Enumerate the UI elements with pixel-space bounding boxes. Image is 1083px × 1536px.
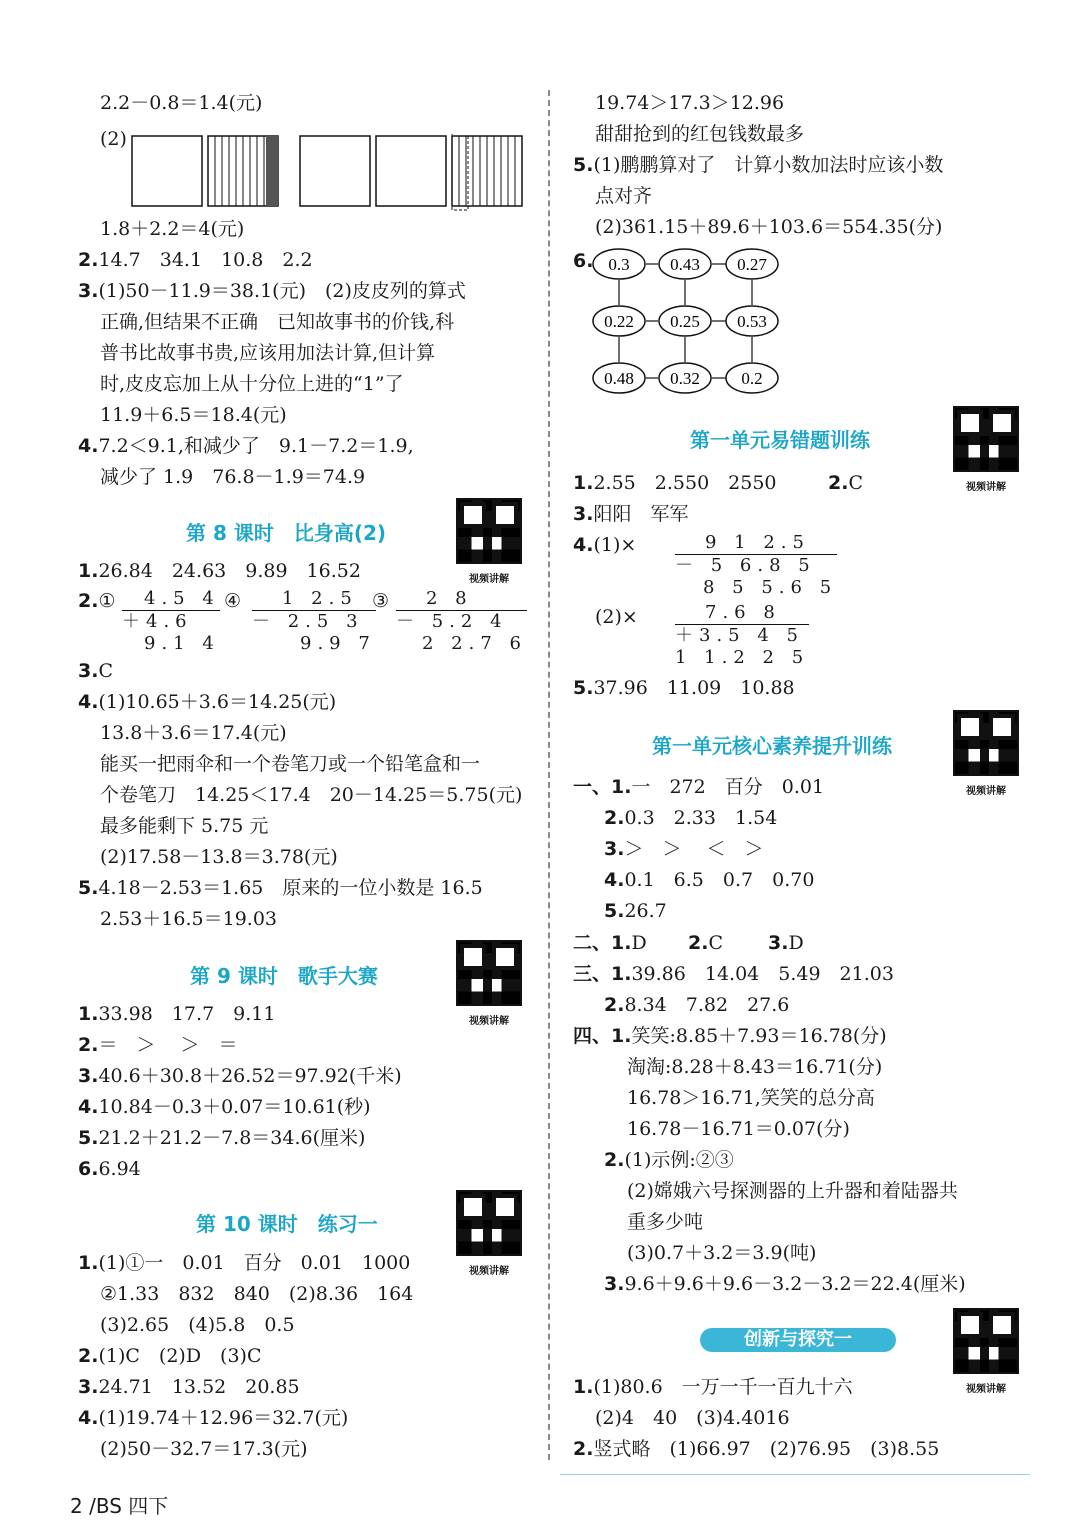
part-3-q2 (604, 992, 789, 1018)
part-2-q3 (768, 930, 804, 956)
part-2-q2 (688, 930, 723, 956)
section-title-core: 第一单元核心素养提升训练 (652, 734, 892, 758)
question-number: 3. (78, 280, 99, 302)
part-1-q1 (573, 774, 824, 800)
question-number: 2. (604, 994, 625, 1016)
qr-code-icon[interactable] (953, 406, 1019, 472)
question-4 (78, 1405, 348, 1431)
circled-mark: ① (98, 590, 116, 612)
part-number: 一、 (573, 776, 612, 798)
question-number: 2. (604, 807, 625, 829)
circled-mark: ③ (372, 590, 390, 612)
question-2 (78, 1343, 262, 1369)
answer-line: 16.78＞16.71,笑笑的总分高 (627, 1087, 875, 1109)
grid-cell: 0.48 (604, 369, 634, 388)
part-2 (573, 930, 647, 956)
answer-text: 4.18－2.53＝1.65 原来的一位小数是 16.5 (98, 877, 483, 899)
grid-cell: 0.43 (670, 255, 700, 274)
calc-row: 7.6 8 (705, 602, 781, 623)
question-4 (78, 433, 414, 459)
question-number: 3. (604, 838, 625, 860)
answer-text: 笑笑:8.85＋7.93＝16.78(分) (631, 1025, 887, 1047)
money-diagram (130, 134, 550, 214)
answer-line: 13.8＋3.6＝17.4(元) (100, 722, 287, 744)
answer-text: (1)10.65＋3.6＝14.25(元) (98, 691, 337, 713)
question-number: 4. (78, 435, 99, 457)
question-3 (78, 1063, 402, 1089)
question-number: 2. (604, 1149, 625, 1171)
question-number: 2. (78, 249, 99, 271)
question-number: 3. (604, 1273, 625, 1295)
part-1-q4 (604, 867, 814, 893)
qr-label: 视频讲解 (966, 1384, 1006, 1395)
grid-cell: 0.22 (604, 312, 634, 331)
answer-text: C (98, 660, 113, 682)
answer-text: 0.3 2.33 1.54 (624, 807, 778, 829)
question-3 (78, 278, 466, 304)
answer-text: C (708, 932, 723, 954)
question-number: 1. (78, 1003, 99, 1025)
question-2 (828, 470, 863, 496)
part-4-q1 (573, 1023, 887, 1049)
calc-row: 9 1 2.5 (705, 532, 810, 553)
question-number: 2. (573, 1438, 594, 1460)
part-1-q3 (604, 836, 764, 862)
question-1 (573, 1374, 853, 1400)
part-1-q5 (604, 898, 667, 924)
question-2 (573, 1436, 939, 1462)
question-number: 3. (78, 1376, 99, 1398)
question-number: 4. (78, 1407, 99, 1429)
qr-label: 视频讲解 (469, 574, 509, 585)
answer-line: 淘淘:8.28＋8.43＝16.71(分) (627, 1056, 883, 1078)
answer-text: 40.6＋30.8＋26.52＝97.92(千米) (98, 1065, 402, 1087)
answer-line: (2)4 40 (3)4.4016 (595, 1407, 790, 1429)
question-number: 4. (78, 1096, 99, 1118)
vertical-calc-err-2 (675, 602, 809, 669)
answer-text: 一 272 百分 0.01 (631, 776, 825, 798)
column-divider (548, 90, 550, 1460)
section-title-lesson-9: 第 9 课时 歌手大赛 (190, 964, 378, 988)
grid-cell: 0.32 (670, 369, 700, 388)
calc-row: 8 5 5.6 5 (703, 577, 838, 598)
cross-icon: × (620, 534, 637, 556)
grid-cell: 0.53 (737, 312, 767, 331)
calc-row: － 5 6.8 5 (675, 554, 837, 577)
question-number: 3. (78, 1065, 99, 1087)
answer-text: 阳阳 军军 (593, 503, 689, 525)
answer-line: 正确,但结果不正确 已知故事书的价钱,科 (100, 311, 455, 333)
part-4-q3 (604, 1271, 966, 1297)
question-number: 1. (573, 1376, 594, 1398)
question-number: 4. (604, 869, 625, 891)
vertical-calc-2 (252, 588, 376, 655)
answer-text: ＞ ＞ ＜ ＞ (624, 838, 764, 860)
part-4-q2 (604, 1147, 734, 1173)
question-6 (78, 1156, 141, 1182)
section-title-lesson-10: 第 10 课时 练习一 (196, 1212, 378, 1236)
question-number: 5. (78, 1127, 99, 1149)
question-5 (78, 1125, 365, 1151)
question-2 (78, 588, 116, 614)
question-number: 3. (573, 503, 594, 525)
question-number: 1. (78, 1252, 99, 1274)
question-number: 1. (78, 560, 99, 582)
qr-label: 视频讲解 (966, 786, 1006, 797)
question-number: 5. (573, 154, 594, 176)
question-5 (573, 152, 943, 178)
question-1 (78, 1250, 410, 1276)
answer-text: (1)50－11.9＝38.1(元) (2)皮皮列的算式 (98, 280, 466, 302)
calc-row: 1 1.2 2 5 (675, 647, 810, 668)
question-number: 2. (78, 590, 99, 612)
grid-cell: 0.3 (608, 255, 630, 274)
answer-line: 16.78－16.71＝0.07(分) (627, 1118, 850, 1140)
question-number: 1. (611, 1025, 632, 1047)
qr-code-icon[interactable] (456, 940, 522, 1006)
answer-text: 7.2＜9.1,和减少了 9.1－7.2＝1.9, (98, 435, 414, 457)
answer-line: (2)嫦娥六号探测器的上升器和着陆器共 (627, 1180, 958, 1202)
footer-rule (560, 1474, 1030, 1475)
answer-text: 0.1 6.5 0.7 0.70 (624, 869, 815, 891)
part-number: 四、 (573, 1025, 612, 1047)
answer-text: 8.34 7.82 27.6 (624, 994, 790, 1016)
answer-text: (1)示例:②③ (624, 1149, 734, 1171)
answer-text: D (788, 932, 804, 954)
grid-cell: 0.27 (737, 255, 767, 274)
question-number: 5. (78, 877, 99, 899)
answer-line: 能买一把雨伞和一个卷笔刀或一个铅笔盒和一 (100, 753, 481, 775)
answer-text: 2.55 2.550 2550 (593, 472, 777, 494)
calc-row: 1 2.5 (282, 588, 358, 609)
answer-line: 1.8＋2.2＝4(元) (100, 218, 245, 240)
question-number: 2. (78, 1034, 99, 1056)
grid-cell: 0.2 (741, 369, 763, 388)
answer-line: (2)17.58－13.8＝3.78(元) (100, 846, 338, 868)
answer-line: (2)50－32.7＝17.3(元) (100, 1438, 308, 1460)
answer-line: 11.9＋6.5＝18.4(元) (100, 404, 287, 426)
answer-text: 37.96 11.09 10.88 (593, 677, 795, 699)
part-1-q2 (604, 805, 777, 831)
question-3 (78, 658, 113, 684)
answer-text: 39.86 14.04 5.49 21.03 (631, 963, 894, 985)
part-number: 三、 (573, 963, 612, 985)
question-4 (78, 689, 336, 715)
answer-line: ②1.33 832 840 (2)8.36 164 (100, 1283, 414, 1305)
answer-line: 重多少吨 (627, 1211, 704, 1233)
answer-text: 21.2＋21.2－7.8＝34.6(厘米) (98, 1127, 366, 1149)
calc-row: － 5.2 4 (396, 610, 527, 633)
answer-line: 点对齐 (595, 185, 653, 207)
calc-row: 2 2.7 6 (422, 633, 527, 654)
section-title-errors: 第一单元易错题训练 (690, 428, 870, 452)
answer-tag: (2) (100, 128, 127, 150)
answer-text: 6.94 (98, 1158, 141, 1180)
question-number: 5. (573, 677, 594, 699)
question-1 (78, 558, 361, 584)
question-number: 1. (573, 472, 594, 494)
answer-text: 9.6＋9.6＋9.6－3.2－3.2＝22.4(厘米) (624, 1273, 966, 1295)
answer-text: (1)①一 0.01 百分 0.01 1000 (98, 1252, 411, 1274)
answer-text: (2) (595, 606, 622, 628)
answer-text: ＝ ＞ ＞ ＝ (98, 1034, 238, 1056)
answer-text: 26.7 (624, 900, 667, 922)
question-3 (573, 501, 688, 527)
answer-line (595, 604, 638, 630)
qr-code-icon[interactable] (456, 1190, 522, 1256)
answer-line: 最多能剩下 5.75 元 (100, 815, 269, 837)
cross-icon: × (621, 606, 638, 628)
answer-text: (1)19.74＋12.96＝32.7(元) (98, 1407, 349, 1429)
answer-text: C (848, 472, 863, 494)
answer-line: (2)361.15＋89.6＋103.6＝554.35(分) (595, 216, 943, 238)
question-number: 1. (611, 932, 632, 954)
question-number: 1. (611, 776, 632, 798)
question-5 (78, 875, 483, 901)
question-number: 2. (78, 1345, 99, 1367)
question-1 (78, 1001, 275, 1027)
qr-label: 视频讲解 (469, 1016, 509, 1027)
question-number: 2. (688, 932, 709, 954)
answer-line: 普书比故事书贵,应该用加法计算,但计算 (100, 342, 436, 364)
qr-code-icon[interactable] (953, 710, 1019, 776)
question-5 (573, 675, 795, 701)
calc-row: ＋3.5 4 5 (675, 624, 809, 647)
answer-line: 2.53＋16.5＝19.03 (100, 908, 278, 930)
answer-line: 个卷笔刀 14.25＜17.4 20－14.25＝5.75(元) (100, 784, 523, 806)
part-3-q1 (573, 961, 894, 987)
answer-line: (3)0.7＋3.2＝3.9(吨) (627, 1242, 817, 1264)
calc-row: 9.1 4 (144, 633, 220, 654)
vertical-calc-1 (122, 588, 220, 655)
number-grid (592, 248, 792, 398)
grid-cell: 0.25 (670, 312, 700, 331)
circled-mark: ④ (224, 590, 242, 612)
answer-line: 19.74＞17.3＞12.96 (595, 92, 785, 114)
answer-line: 时,皮皮忘加上从十分位上进的“1”了 (100, 373, 404, 395)
question-6 (573, 248, 593, 274)
question-number: 4. (78, 691, 99, 713)
answer-text: 14.7 34.1 10.8 2.2 (98, 249, 313, 271)
answer-text: 竖式略 (1)66.97 (2)76.95 (3)8.55 (593, 1438, 940, 1460)
answer-text: (1)C (2)D (3)C (98, 1345, 262, 1367)
section-banner-innovation: 创新与探究一 (700, 1328, 896, 1352)
calc-row: 9.9 7 (300, 633, 376, 654)
answer-text: 24.71 13.52 20.85 (98, 1376, 300, 1398)
calc-row: ＋4.6 (122, 610, 220, 633)
calc-row: 4.5 4 (144, 588, 220, 609)
answer-line: 甜甜抢到的红包钱数最多 (595, 123, 805, 145)
question-number: 3. (78, 660, 99, 682)
answer-text: (1) (593, 534, 621, 556)
question-number: 5. (604, 900, 625, 922)
qr-label: 视频讲解 (966, 482, 1006, 493)
vertical-calc-3 (396, 588, 527, 655)
question-4 (573, 532, 636, 558)
answer-line: 2.2－0.8＝1.4(元) (100, 92, 263, 114)
question-number: 4. (573, 534, 594, 556)
qr-code-icon[interactable] (953, 1308, 1019, 1374)
question-3 (78, 1374, 300, 1400)
answer-text: 33.98 17.7 9.11 (98, 1003, 276, 1025)
question-number: 3. (768, 932, 789, 954)
question-4 (78, 1094, 371, 1120)
answer-text: 10.84－0.3＋0.07＝10.61(秒) (98, 1096, 371, 1118)
calc-row: 2 8 (426, 588, 473, 609)
question-2 (78, 247, 313, 273)
question-2 (78, 1032, 238, 1058)
question-1 (573, 470, 777, 496)
qr-code-icon[interactable] (456, 498, 522, 564)
answer-text: (1)鹏鹏算对了 计算小数加法时应该小数 (593, 154, 944, 176)
page-footer: 2 /BS 四下 (70, 1494, 169, 1518)
answer-text: 26.84 24.63 9.89 16.52 (98, 560, 361, 582)
question-number: 2. (828, 472, 849, 494)
question-number: 6. (78, 1158, 99, 1180)
answer-text: (1)80.6 一万一千一百九十六 (593, 1376, 853, 1398)
question-number: 6. (573, 250, 594, 272)
answer-line: 减少了 1.9 76.8－1.9＝74.9 (100, 466, 366, 488)
answer-text: D (631, 932, 647, 954)
answer-line: (3)2.65 (4)5.8 0.5 (100, 1314, 295, 1336)
part-number: 二、 (573, 932, 612, 954)
question-number: 1. (611, 963, 632, 985)
calc-row: － 2.5 3 (252, 610, 376, 633)
qr-label: 视频讲解 (469, 1266, 509, 1277)
vertical-calc-err-1 (675, 532, 837, 599)
section-title-lesson-8: 第 8 课时 比身高(2) (186, 521, 387, 545)
